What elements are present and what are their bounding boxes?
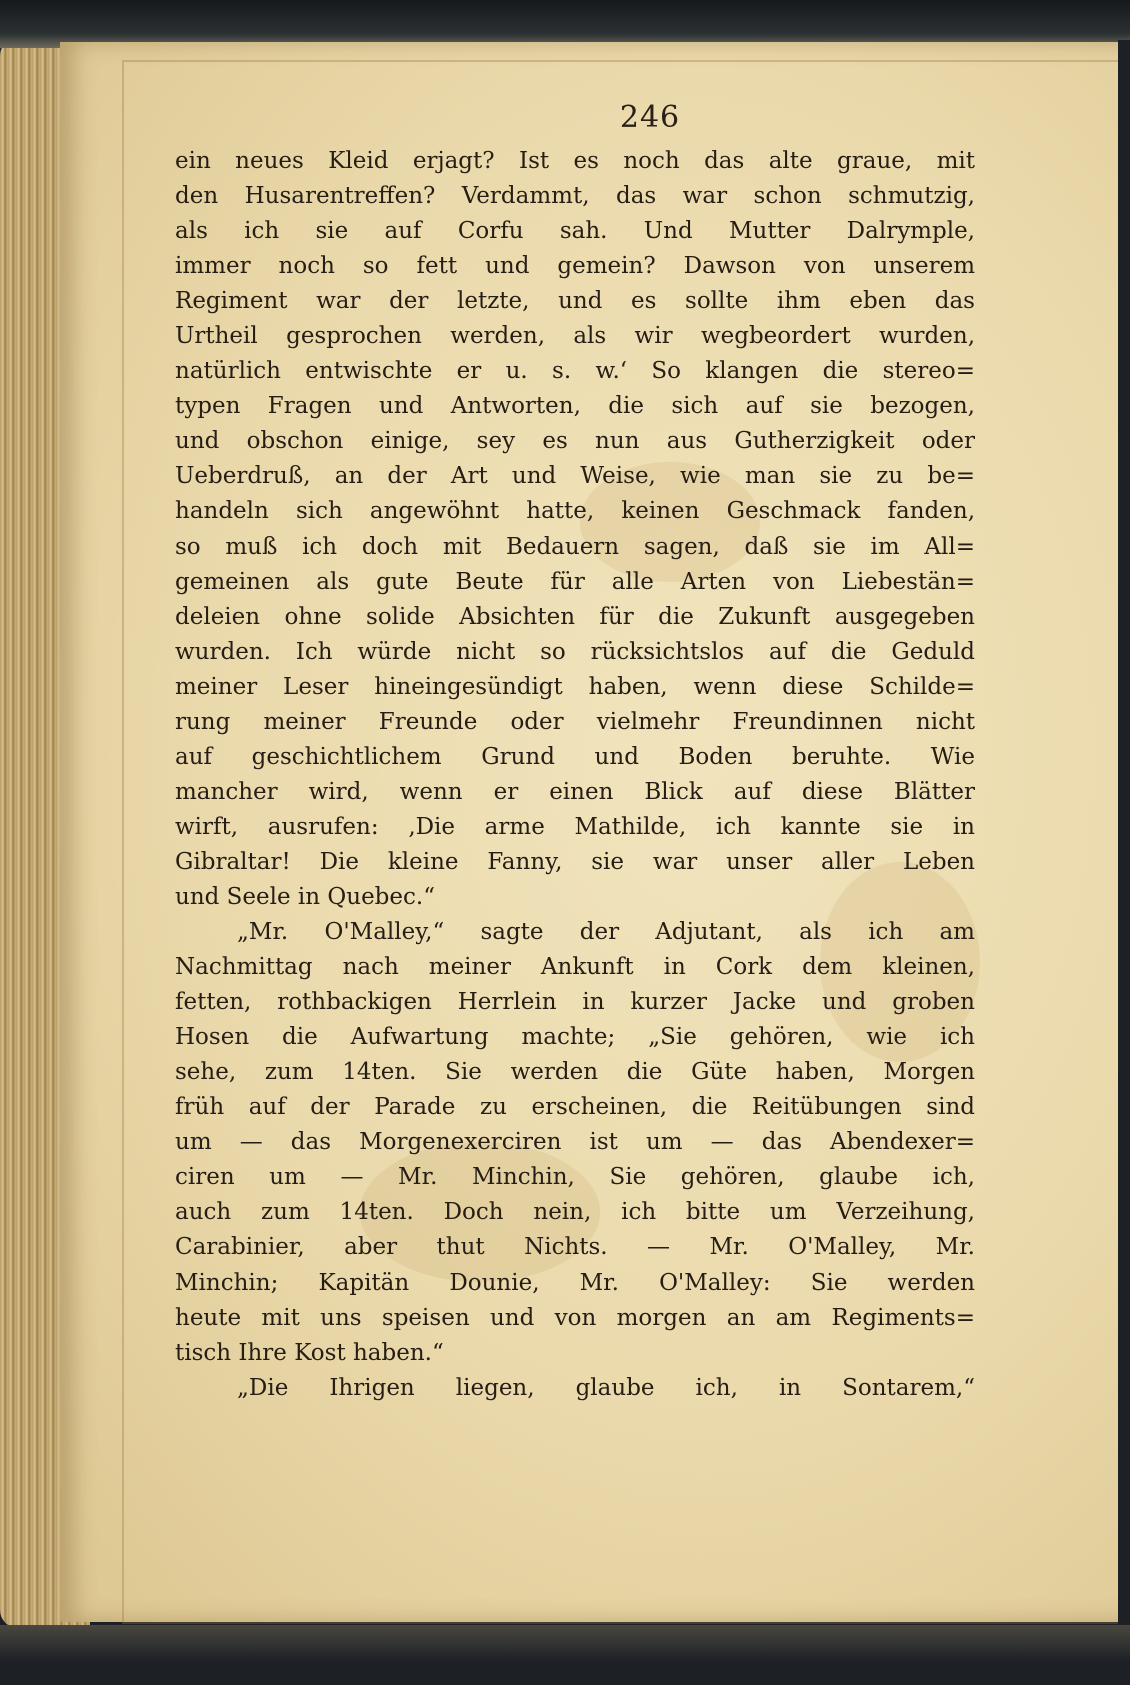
text-line: ciren um — Mr. Minchin, Sie gehören, glaube ich, bbox=[175, 1164, 975, 1191]
scan-bottom-edge bbox=[0, 1625, 1130, 1685]
text-line: wurden. Ich würde nicht so rücksichtslos auf die Geduld bbox=[175, 638, 975, 665]
text-line: deleien ohne solide Absichten für die Zukunft ausgegeben bbox=[175, 603, 975, 630]
text-line: gemeinen als gute Beute für alle Arten von Liebestän= bbox=[175, 568, 975, 595]
text-line: Hosen die Aufwartung machte; „Sie gehören, wie ich bbox=[175, 1024, 975, 1051]
text-line: „Die Ihrigen liegen, glaube ich, in Sontarem,“ bbox=[237, 1374, 975, 1401]
text-line: mancher wird, wenn er einen Blick auf diese Blätter bbox=[175, 778, 975, 805]
text-line: fetten, rothbackigen Herrlein in kurzer Jacke und groben bbox=[175, 989, 975, 1016]
text-line: Carabinier, aber thut Nichts. — Mr. O'Malley, Mr. bbox=[175, 1234, 975, 1261]
text-line: meiner Leser hineingesündigt haben, wenn diese Schilde= bbox=[175, 673, 975, 700]
text-line: Ueberdruß, an der Art und Weise, wie man sie zu be= bbox=[175, 463, 975, 490]
book-right-edge bbox=[1118, 40, 1130, 1630]
text-line: Nachmittag nach meiner Ankunft in Cork dem kleinen, bbox=[175, 954, 975, 981]
text-line: heute mit uns speisen und von morgen an am Regiments= bbox=[175, 1304, 975, 1331]
text-line: rung meiner Freunde oder vielmehr Freundinnen nicht bbox=[175, 708, 975, 735]
text-line: typen Fragen und Antworten, die sich auf sie bezogen, bbox=[175, 393, 975, 420]
text-line: handeln sich angewöhnt hatte, keinen Geschmack fanden, bbox=[175, 498, 975, 525]
text-line: früh auf der Parade zu erscheinen, die Reitübungen sind bbox=[175, 1094, 975, 1121]
text-line: den Husarentreffen? Verdammt, das war schon schmutzig, bbox=[175, 183, 975, 210]
text-line: auf geschichtlichem Grund und Boden beruhte. Wie bbox=[175, 743, 975, 770]
body-text bbox=[175, 144, 975, 1406]
text-line: natürlich entwischte er u. s. w.‘ So klangen die stereo= bbox=[175, 358, 975, 385]
text-line: wirft, ausrufen: ‚Die arme Mathilde, ich kannte sie in bbox=[175, 813, 975, 840]
text-line: Urtheil gesprochen werden, als wir wegbeordert wurden, bbox=[175, 323, 975, 350]
text-line: und obschon einige, sey es nun aus Gutherzigkeit oder bbox=[175, 428, 975, 455]
text-line: Regiment war der letzte, und es sollte ihm eben das bbox=[175, 288, 975, 315]
text-line: Minchin; Kapitän Dounie, Mr. O'Malley: Sie werden bbox=[175, 1269, 975, 1296]
text-line: Gibraltar! Die kleine Fanny, sie war unser aller Leben bbox=[175, 848, 975, 875]
text-line: auch zum 14ten. Doch nein, ich bitte um Verzeihung, bbox=[175, 1199, 975, 1226]
text-line: immer noch so fett und gemein? Dawson von unserem bbox=[175, 253, 975, 280]
text-line: tisch Ihre Kost haben.“ bbox=[175, 1339, 444, 1366]
text-line: um — das Morgenexerciren ist um — das Abendexer= bbox=[175, 1129, 975, 1156]
text-line: so muß ich doch mit Bedauern sagen, daß sie im All= bbox=[175, 533, 975, 560]
text-line: „Mr. O'Malley,“ sagte der Adjutant, als ich am bbox=[237, 919, 975, 946]
page-number: 246 bbox=[619, 100, 681, 135]
book-cover-top bbox=[0, 0, 1130, 48]
text-line: als ich sie auf Corfu sah. Und Mutter Dalrymple, bbox=[175, 218, 975, 245]
text-line: sehe, zum 14ten. Sie werden die Güte haben, Morgen bbox=[175, 1059, 975, 1086]
text-line: ein neues Kleid erjagt? Ist es noch das alte graue, mit bbox=[175, 148, 975, 174]
text-line: und Seele in Quebec.“ bbox=[175, 883, 435, 910]
